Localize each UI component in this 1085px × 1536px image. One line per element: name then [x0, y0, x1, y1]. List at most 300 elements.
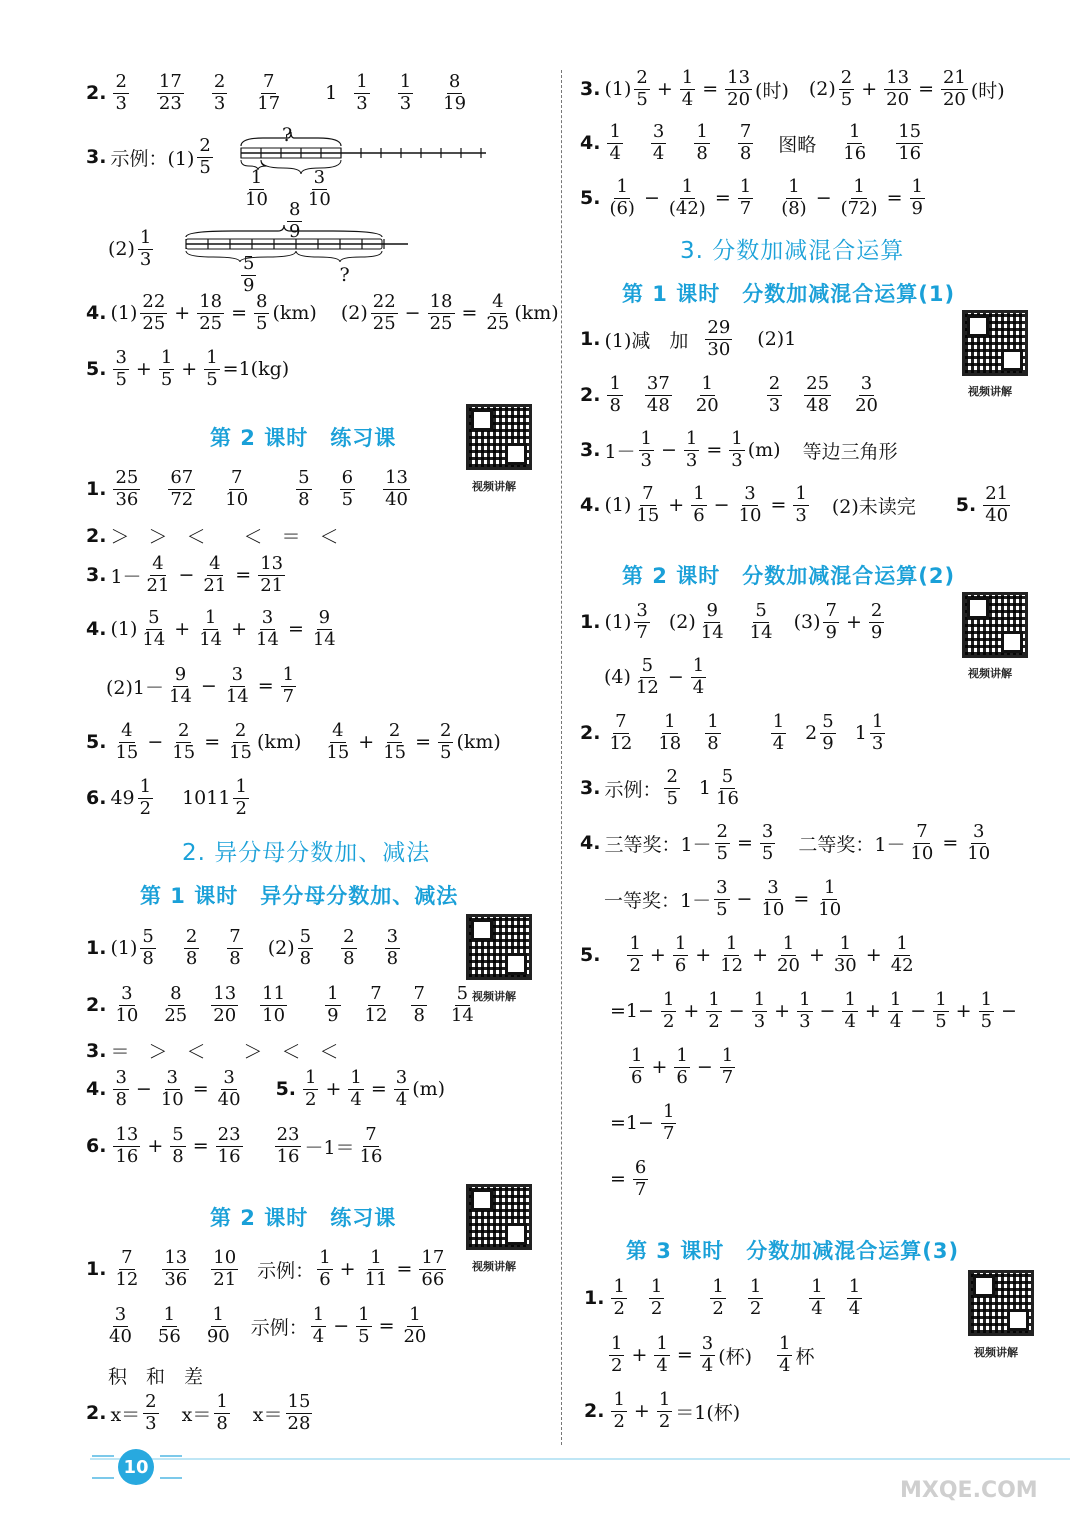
denominator: 10: [115, 1004, 139, 1026]
text: 示例：: [604, 778, 662, 801]
numerator: 2: [213, 71, 226, 92]
denominator: 9: [822, 732, 834, 754]
answer-line: [86, 1037, 338, 1064]
qr-code-video-s2l1[interactable]: [466, 914, 532, 980]
denominator: 3: [640, 449, 652, 471]
numerator: 1: [889, 989, 902, 1010]
numerator: 1: [749, 1276, 762, 1297]
numerator: 22: [372, 291, 396, 312]
operator: −: [147, 731, 164, 754]
denominator: 10: [910, 842, 934, 864]
numerator: 1: [849, 121, 861, 142]
operator: +: [181, 358, 198, 381]
fraction: [233, 777, 248, 819]
denominator: 4: [811, 1297, 823, 1319]
fraction: [706, 990, 721, 1032]
numerator: 25: [806, 373, 830, 394]
denominator: 2: [235, 797, 247, 819]
answer-line: [86, 721, 501, 763]
denominator: 15: [115, 741, 139, 763]
denominator: 7: [636, 621, 648, 643]
fraction: [227, 927, 242, 969]
denominator: 7: [721, 1066, 734, 1088]
operator: −: [736, 888, 753, 911]
denominator: 9: [825, 621, 837, 643]
fraction: [869, 601, 884, 643]
denominator: 2: [708, 1010, 720, 1032]
numerator: 1: [370, 1247, 382, 1268]
operator: =: [192, 1135, 209, 1158]
denominator: 3: [768, 394, 781, 416]
answer-line: [86, 608, 341, 650]
fraction: [820, 712, 835, 754]
denominator: 3: [399, 92, 412, 114]
numerator: 2: [234, 720, 247, 741]
denominator: 5: [206, 368, 218, 390]
operator: =: [702, 78, 719, 101]
numerator: 3: [767, 877, 779, 898]
numerator: 2: [115, 71, 127, 92]
fraction: [760, 822, 775, 864]
numerator: 3: [860, 373, 873, 394]
text: 1－: [110, 565, 142, 588]
fraction: [720, 1046, 735, 1088]
qr-label: 视频讲解: [974, 1346, 1018, 1359]
numerator: 1: [692, 655, 705, 676]
denominator: 12: [115, 1268, 139, 1290]
operator: =: [942, 832, 959, 855]
answer-line: [86, 348, 289, 390]
answer-line: [626, 1046, 738, 1088]
numerator: 1: [676, 1045, 688, 1066]
fraction: [634, 484, 661, 526]
operator: =: [886, 187, 903, 210]
qr-code-video-lesson2[interactable]: [466, 404, 532, 470]
text: (2): [108, 238, 135, 261]
numerator: 7: [825, 600, 837, 621]
qr-label: 视频讲解: [472, 990, 516, 1003]
denominator: 6: [674, 954, 687, 976]
numerator: 2: [666, 766, 678, 787]
numerator: 1: [235, 776, 247, 797]
question-number: 5.: [580, 944, 601, 967]
operator: +: [631, 1344, 648, 1367]
denominator: 3: [213, 92, 226, 114]
denominator: 2: [139, 797, 152, 819]
numerator: 7: [262, 71, 275, 92]
numerator: 17: [158, 71, 182, 92]
denominator: 20: [213, 1004, 237, 1026]
fraction: [143, 1392, 158, 1434]
numerator: 1: [896, 933, 908, 954]
fraction: [748, 601, 775, 643]
fraction: [714, 878, 729, 920]
text: (1): [604, 494, 632, 517]
numerator: 13: [213, 983, 237, 1004]
numerator: 1: [640, 428, 652, 449]
fraction: [216, 1125, 243, 1167]
fraction: [645, 374, 672, 416]
answer-line: [606, 1158, 651, 1200]
denominator: 8: [172, 1145, 184, 1167]
question-number: 2.: [86, 524, 107, 547]
denominator: 16: [359, 1145, 383, 1167]
fraction: [254, 292, 269, 334]
numerator: 21: [942, 67, 966, 88]
text: x＝: [110, 1403, 141, 1426]
fraction: [611, 1390, 626, 1432]
denominator: (8): [781, 197, 807, 219]
fraction: [889, 934, 916, 976]
fraction: [847, 1277, 862, 1319]
text: (2): [340, 302, 368, 325]
text: ?: [282, 124, 293, 146]
text: (杯): [718, 1345, 753, 1368]
operator: =1−: [610, 1000, 654, 1023]
text: (1): [604, 611, 632, 634]
numerator: 1: [731, 428, 743, 449]
numerator: 2: [636, 67, 648, 88]
fraction: [138, 777, 153, 819]
operator: +: [865, 944, 882, 967]
question-number: 4.: [86, 1078, 107, 1101]
fraction: [340, 468, 355, 510]
numerator: 37: [646, 373, 670, 394]
numerator: 11: [262, 983, 286, 1004]
denominator: 5: [440, 741, 452, 763]
fraction: [371, 292, 398, 334]
denominator: 16: [843, 142, 867, 164]
numerator: 13: [115, 1124, 139, 1145]
denominator: 8: [413, 1004, 425, 1026]
fraction: [634, 601, 649, 643]
denominator: 4: [395, 1088, 408, 1110]
numerator: 4: [152, 553, 164, 574]
denominator: 7: [634, 1178, 647, 1200]
numerator: 25: [115, 467, 139, 488]
denominator: 4: [844, 1010, 856, 1032]
operator: +: [135, 358, 152, 381]
answer-line: [580, 429, 898, 471]
operator: =: [396, 1258, 413, 1281]
denominator: 5: [935, 1010, 947, 1032]
text: 示例：: [250, 1316, 308, 1339]
numerator: 1: [681, 67, 694, 88]
text: 一等奖：1－: [604, 889, 712, 912]
answer-line: [86, 927, 403, 969]
fraction: [197, 608, 224, 650]
fraction: [484, 292, 511, 334]
numerator: 1: [824, 877, 836, 898]
fraction: [287, 200, 302, 242]
fraction: [107, 1305, 134, 1347]
fraction: [184, 927, 199, 969]
diagram-label: [284, 200, 305, 242]
fraction: [839, 177, 880, 219]
denominator: 4: [652, 142, 665, 164]
operator: +: [695, 944, 712, 967]
operator: +: [668, 494, 685, 517]
numerator: 1: [163, 1304, 176, 1325]
numerator: 8: [289, 199, 301, 220]
operator: −: [713, 494, 730, 517]
denominator: 40: [109, 1325, 132, 1347]
numerator: 1: [707, 711, 719, 732]
denominator: 8: [609, 394, 621, 416]
text: －1＝: [304, 1136, 355, 1159]
numerator: 1: [662, 1101, 675, 1122]
numerator: 18: [199, 291, 223, 312]
lesson-heading: 第 1 课时 分数加减混合运算(1): [622, 282, 956, 306]
lesson-heading: 第 3 课时 分数加减混合运算(3): [626, 1239, 960, 1263]
operator: +: [845, 611, 862, 634]
fraction: [356, 1305, 371, 1347]
fraction: [718, 934, 745, 976]
denominator: 7: [282, 685, 295, 707]
denominator: 3: [871, 732, 884, 754]
operator: −: [178, 564, 195, 587]
numerator: 1: [409, 1304, 421, 1325]
numerator: 9: [174, 664, 187, 685]
numerator: 18: [429, 291, 453, 312]
fraction: [797, 990, 812, 1032]
fraction: [449, 984, 476, 1026]
numerator: 1: [139, 227, 152, 248]
denominator: 10: [761, 898, 785, 920]
fraction: [298, 927, 313, 969]
fraction: [260, 984, 287, 1026]
numerator: 2: [388, 720, 401, 741]
fraction: [325, 984, 340, 1026]
text: (时): [970, 79, 1005, 102]
denominator: 56: [157, 1325, 181, 1347]
lesson-heading: 第 2 课时 分数加减混合运算(2): [622, 564, 956, 588]
fraction: [156, 1305, 183, 1347]
fraction: [651, 122, 666, 164]
fraction: [941, 68, 968, 110]
question-number: 1.: [86, 478, 107, 501]
answer-line: [580, 374, 883, 416]
fraction: [633, 1158, 648, 1200]
denominator: 23: [158, 92, 182, 114]
answer-line: [606, 1102, 679, 1144]
diagram-label: [282, 124, 292, 146]
answer-line: [580, 177, 928, 219]
question-number: 4.: [580, 132, 601, 155]
text: ?: [339, 264, 350, 287]
answer-line: [86, 136, 216, 178]
denominator: 4: [772, 732, 785, 754]
operator: +: [683, 1000, 700, 1023]
numerator: 15: [287, 1391, 311, 1412]
fraction: [167, 665, 194, 707]
denominator: 5: [666, 787, 678, 809]
operator: −: [404, 302, 421, 325]
answer-line: [606, 990, 1021, 1032]
text: (km): [456, 731, 501, 754]
denominator: 14: [450, 1004, 474, 1026]
fraction: [870, 712, 885, 754]
fraction: [275, 1125, 302, 1167]
fraction: [705, 318, 732, 360]
numerator: 10: [213, 1247, 237, 1268]
numerator: 1: [613, 1389, 625, 1410]
numerator: 1: [312, 1304, 325, 1325]
denominator: 5: [341, 488, 354, 510]
operator: −: [696, 1056, 713, 1079]
denominator: (72): [840, 197, 878, 219]
question-number: 6.: [86, 1135, 107, 1158]
fraction: [842, 990, 857, 1032]
fraction: [401, 1305, 428, 1347]
text: x＝: [252, 1403, 283, 1426]
fraction: [609, 1334, 624, 1376]
fraction: [311, 1305, 326, 1347]
fraction: [113, 1125, 140, 1167]
numerator: 5: [822, 711, 834, 732]
denominator: 8: [739, 142, 752, 164]
answer-line: [86, 1068, 445, 1110]
text: (2)1－: [106, 676, 165, 699]
fraction: [738, 177, 753, 219]
text: 1－: [604, 440, 636, 463]
denominator: 20: [855, 394, 878, 416]
operator: −: [667, 666, 684, 689]
numerator: 23: [276, 1124, 300, 1145]
numerator: 1: [848, 1276, 861, 1297]
numerator: 1: [701, 373, 713, 394]
numerator: 3: [395, 1067, 408, 1088]
denominator: 48: [806, 394, 830, 416]
numerator: 67: [170, 467, 194, 488]
fraction: [779, 177, 809, 219]
answer-line: [580, 712, 888, 754]
answer-line: [584, 1277, 865, 1319]
text: 积 和 差: [108, 1366, 204, 1388]
denominator: 4: [312, 1325, 325, 1347]
numerator: 3: [115, 1067, 127, 1088]
denominator: 3: [115, 92, 127, 114]
denominator: 10: [738, 504, 762, 526]
fraction: [324, 721, 351, 763]
answer-line: [86, 292, 559, 334]
text: (1): [604, 78, 632, 101]
operator: −: [910, 1000, 927, 1023]
qr-code-video-s3l2[interactable]: [962, 592, 1028, 658]
answer-line: [86, 777, 252, 819]
numerator: 7: [739, 121, 752, 142]
fraction: [363, 984, 390, 1026]
text: (m): [747, 439, 781, 462]
denominator: 8: [298, 488, 310, 510]
operator: −: [1001, 1000, 1017, 1023]
numerator: 1: [674, 933, 687, 954]
numerator: 4: [332, 720, 344, 741]
denominator: 21: [146, 574, 170, 596]
fraction: [714, 767, 741, 809]
fraction: [607, 712, 634, 754]
numerator: 3: [114, 1304, 127, 1325]
text: 二等奖：1－: [798, 833, 906, 856]
fraction: [113, 348, 128, 390]
qr-code-video-s2l2[interactable]: [466, 1184, 532, 1250]
denominator: 11: [364, 1268, 388, 1290]
denominator: 15: [383, 741, 407, 763]
numerator: 17: [421, 1247, 445, 1268]
fraction: [113, 984, 140, 1026]
operator: =: [737, 832, 753, 855]
numerator: 1: [788, 176, 800, 197]
numerator: 7: [916, 821, 928, 842]
denominator: 25: [199, 312, 223, 334]
answer-line: [580, 122, 926, 164]
text: (1): [110, 937, 138, 960]
fraction: [777, 1334, 792, 1376]
fraction: [933, 990, 948, 1032]
fraction: [673, 934, 688, 976]
operator: +: [955, 1000, 972, 1023]
fraction: [223, 468, 250, 510]
footer-rule: [90, 1458, 1070, 1460]
answer-line: [86, 72, 471, 114]
numerator: 1: [839, 933, 852, 954]
denominator: 10: [225, 488, 249, 510]
qr-code-video-s3l1[interactable]: [962, 310, 1028, 376]
operator: +: [774, 1000, 791, 1023]
fraction: [363, 1248, 390, 1290]
question-number: 6.: [86, 787, 107, 810]
denominator: 5: [980, 1010, 993, 1032]
numerator: 3: [223, 1067, 235, 1088]
fraction: [243, 168, 270, 210]
denominator: 3: [685, 449, 698, 471]
fraction: [725, 68, 752, 110]
text: (2)未读完: [831, 495, 916, 518]
denominator: 17: [257, 92, 281, 114]
denominator: 12: [609, 732, 633, 754]
answer-line: [108, 1362, 203, 1389]
qr-code-video-s3l3[interactable]: [968, 1270, 1034, 1336]
numerator: 3: [716, 877, 728, 898]
denominator: 2: [613, 1297, 625, 1319]
question-number: 1.: [580, 611, 601, 634]
denominator: 2: [611, 1354, 623, 1376]
answer-line: [86, 468, 413, 510]
fraction: [317, 1248, 332, 1290]
denominator: 4: [848, 1297, 861, 1319]
numerator: 2: [440, 720, 452, 741]
fraction: [383, 468, 410, 510]
numerator: 1: [609, 121, 621, 142]
answer-line: [580, 601, 887, 643]
numerator: 5: [172, 1124, 184, 1145]
fraction: [197, 136, 212, 178]
numerator: 1: [799, 989, 811, 1010]
operator: +: [864, 1000, 881, 1023]
numerator: 1: [616, 176, 628, 197]
operator: +: [808, 944, 825, 967]
numerator: 13: [886, 67, 910, 88]
denominator: 9: [870, 621, 883, 643]
operator: +: [174, 302, 191, 325]
denominator: 6: [693, 504, 705, 526]
fraction: [884, 68, 911, 110]
numerator: 3: [231, 664, 244, 685]
denominator: 5: [840, 88, 853, 110]
fraction: [381, 721, 408, 763]
numerator: 7: [365, 1124, 377, 1145]
text: 等边三角形: [802, 440, 898, 463]
